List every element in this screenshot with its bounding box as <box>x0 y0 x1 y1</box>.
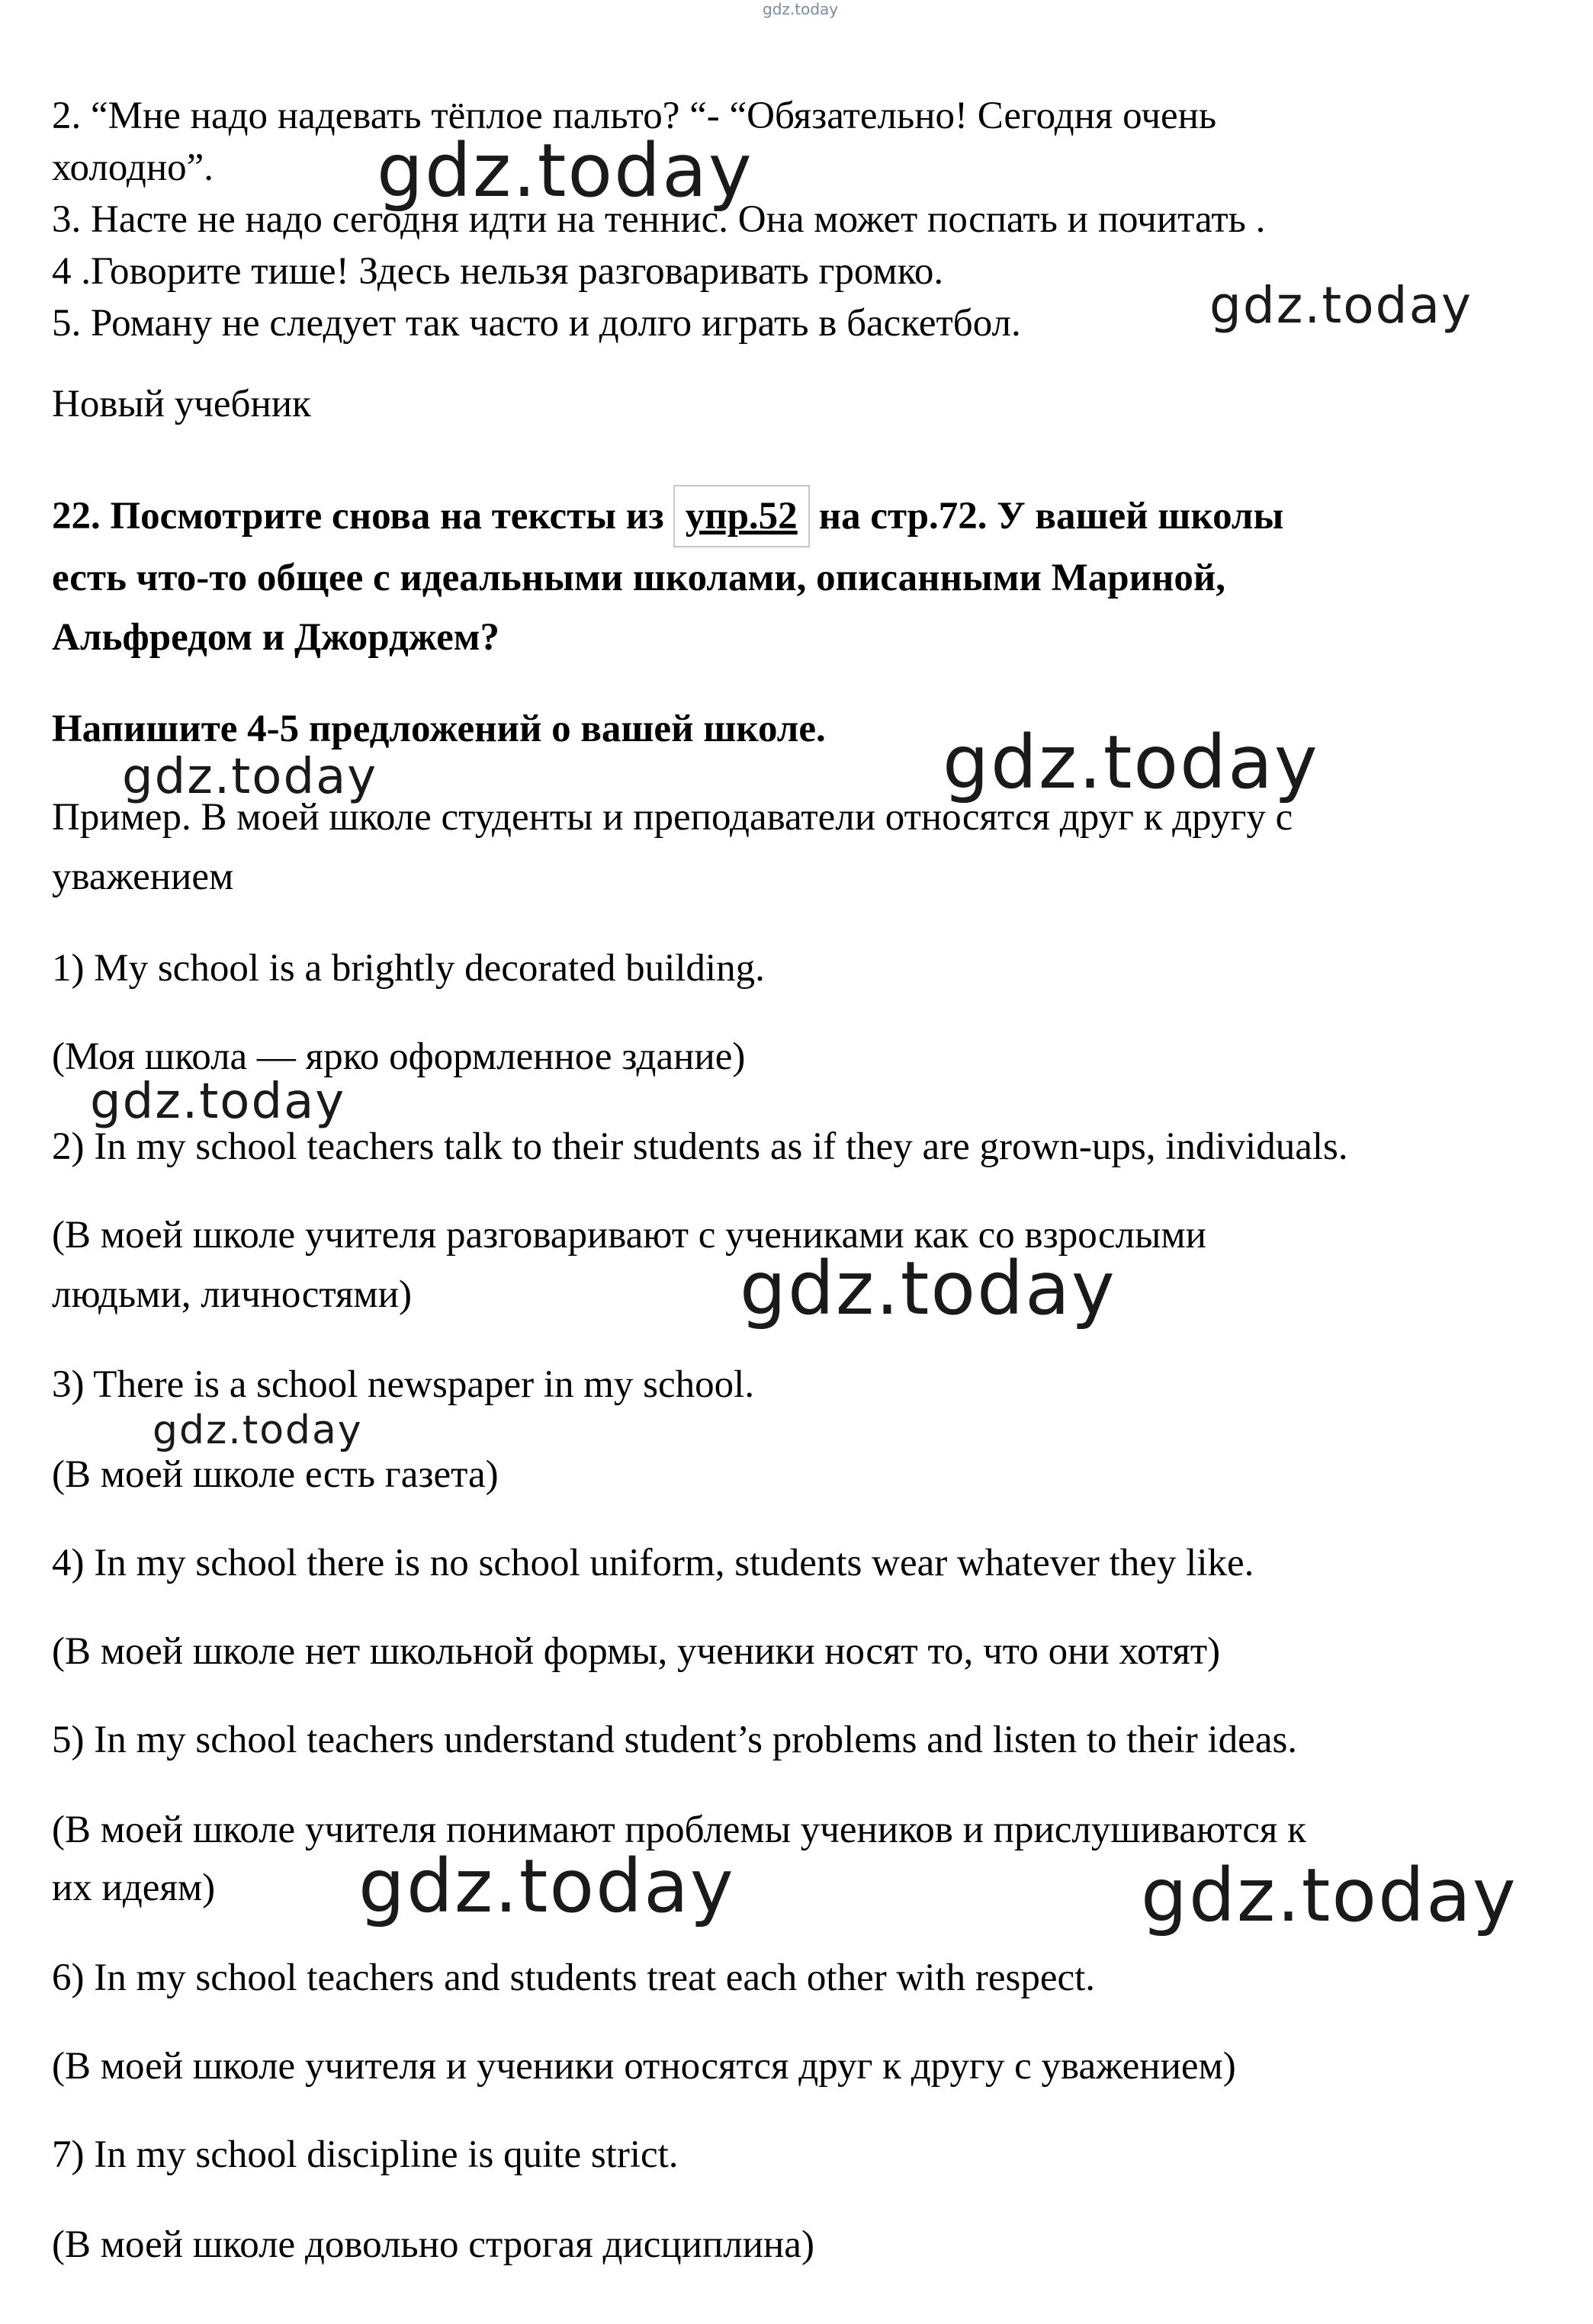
task-heading-text: 22. Посмотрите снова на тексты из <box>52 495 664 538</box>
answer-6-ru: (В моей школе учителя и ученики относятся друг к другу с уважением) <box>52 2045 1236 2088</box>
top-watermark: gdz.today <box>763 0 839 18</box>
watermark: gdz.today <box>1209 276 1473 335</box>
answer-1-en: 1) My school is a brightly decorated building. <box>52 947 765 990</box>
task-instruction: Напишите 4-5 предложений о вашей школе. <box>52 708 826 750</box>
answer-5-en: 5) In my school teachers understand student’s problems and listen to their ideas. <box>52 1719 1298 1761</box>
task-heading-line-2: есть что-то общее с идеальными школами, описанными Мариной, <box>52 557 1226 599</box>
task-heading-line-3: Альфредом и Джорджем? <box>52 616 499 659</box>
new-textbook-label: Новый учебник <box>52 383 311 425</box>
watermark: gdz.today <box>153 1408 363 1453</box>
answer-4-ru: (В моей школе нет школьной формы, ученики носят то, что они хотят) <box>52 1630 1221 1673</box>
answer-1-ru: (Моя школа — ярко оформленное здание) <box>52 1035 746 1078</box>
watermark: gdz.today <box>740 1246 1116 1331</box>
answer-4-en: 4) In my school there is no school uniform, students wear whatever they like. <box>52 1542 1254 1584</box>
watermark: gdz.today <box>90 1074 346 1130</box>
watermark: gdz.today <box>943 720 1319 805</box>
watermark: gdz.today <box>358 1844 735 1929</box>
answer-2-ru-line-1: (В моей школе учителя разговаривают с учениками как со взрослыми <box>52 1214 1206 1257</box>
watermark: gdz.today <box>1141 1853 1518 1938</box>
intro-line-4: 4 .Говорите тише! Здесь нельзя разговаривать громко. <box>52 250 944 293</box>
watermark: gdz.today <box>377 128 753 213</box>
intro-line-2-cont: холодно”. <box>52 146 214 189</box>
answer-3-en: 3) There is a school newspaper in my school. <box>52 1363 755 1406</box>
answer-6-en: 6) In my school teachers and students treat each other with respect. <box>52 1956 1096 1999</box>
intro-line-3: 3. Насте не надо сегодня идти на теннис. Она может поспать и почитать . <box>52 198 1266 241</box>
answer-5-ru-line-2: их идеям) <box>52 1867 216 1909</box>
example-line-2: уважением <box>52 855 234 898</box>
intro-line-2: 2. “Мне надо надевать тёплое пальто? “- “Обязательно! Сегодня очень <box>52 95 1217 137</box>
task-heading-text-after: на стр.72. У вашей школы <box>818 495 1284 538</box>
exercise-link[interactable]: упр.52 <box>673 485 810 547</box>
answer-7-ru: (В моей школе довольно строгая дисциплина) <box>52 2223 814 2266</box>
example-line-1: Пример. В моей школе студенты и преподаватели относятся друг к другу с <box>52 796 1293 839</box>
answer-2-en: 2) In my school teachers talk to their students as if they are grown-ups, individuals. <box>52 1125 1348 1168</box>
answer-7-en: 7) In my school discipline is quite strict. <box>52 2133 679 2176</box>
answer-5-ru-line-1: (В моей школе учителя понимают проблемы учеников и прислушиваются к <box>52 1809 1306 1851</box>
intro-line-5: 5. Роману не следует так часто и долго играть в баскетбол. <box>52 302 1021 345</box>
answer-3-ru: (В моей школе есть газета) <box>52 1453 499 1496</box>
watermark: gdz.today <box>122 749 378 805</box>
task-heading-line-1 <box>52 485 1283 547</box>
answer-2-ru-line-2: людьми, личностями) <box>52 1273 412 1316</box>
